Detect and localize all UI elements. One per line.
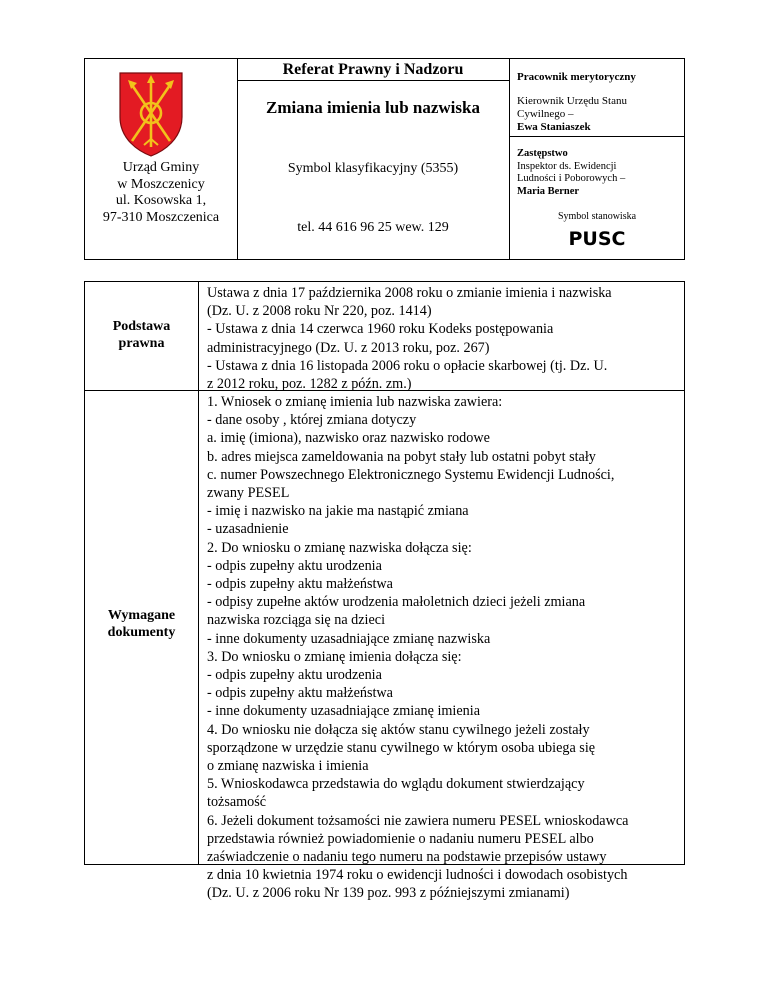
procedure-table <box>84 281 685 902</box>
legal-basis-text <box>207 284 679 393</box>
required-documents-label-line: Wymagane <box>107 608 176 623</box>
deputy-role: Inspektor ds. Ewidencji <box>517 160 617 172</box>
text-line: zwany PESEL <box>207 485 290 502</box>
office-address-line: 97-310 Moszczenica <box>102 209 220 225</box>
text-line: 1. Wniosek o zmianę imienia lub nazwiska zawiera: <box>207 394 503 410</box>
phone-number: tel. 44 616 96 25 wew. 129 <box>297 220 449 235</box>
text-line: b. adres miejsca zameldowania na pobyt stały lub ostatni pobyt stały <box>207 448 596 465</box>
text-line: z dnia 10 kwietnia 1974 roku o ewidencji ludności i dowodach osobistych <box>207 867 628 884</box>
text-line: 2. Do wniosku o zmianę nazwiska dołącza się: <box>207 539 472 556</box>
deputy-heading: Zastępstwo <box>517 148 568 159</box>
office-address-line: w Moszczenicy <box>117 176 205 192</box>
text-line: - inne dokumenty uzasadniające zmianę nazwiska <box>207 630 491 647</box>
header-table <box>84 58 685 260</box>
text-line: Ustawa z dnia 17 października 2008 roku o zmianie imienia i nazwiska <box>207 285 612 301</box>
legal-basis-label-line: Podstawa <box>112 319 171 334</box>
deputy-block <box>517 148 682 198</box>
text-line: o zmianę nazwiska i imienia <box>207 758 369 775</box>
required-documents-label <box>85 607 198 641</box>
text-line: z 2012 roku, poz. 1282 z późn. zm.) <box>207 376 412 393</box>
text-line: - Ustawa z dnia 14 czerwca 1960 roku Kodeks postępowania <box>207 321 554 338</box>
text-line: tożsamość <box>207 794 267 811</box>
text-line: administracyjnego (Dz. U. z 2013 roku, poz. 267) <box>207 339 490 356</box>
department-title: Referat Prawny i Nadzoru <box>282 61 464 78</box>
text-line: - odpisy zupełne aktów urodzenia małoletnich dzieci jeżeli zmiana <box>207 594 586 611</box>
coat-of-arms-logo <box>118 71 184 157</box>
header-divider <box>237 80 509 81</box>
text-line: a. imię (imiona), nazwisko oraz nazwisko rodowe <box>207 430 490 447</box>
text-line: zaświadczenie o nadaniu tego numeru na podstawie przepisów ustawy <box>207 849 607 866</box>
table-divider <box>198 282 199 864</box>
text-line: nazwiska rozciąga się na dzieci <box>207 612 386 629</box>
manager-name: Ewa Staniaszek <box>517 121 591 133</box>
text-line: (Dz. U. z 2008 roku Nr 220, poz. 1414) <box>207 303 432 320</box>
text-line: - dane osoby , której zmiana dotyczy <box>207 412 417 429</box>
text-line: c. numer Powszechnego Elektronicznego Systemu Ewidencji Ludności, <box>207 466 615 483</box>
text-line: przedstawia również powiadomienie o nadaniu numeru PESEL albo <box>207 830 594 847</box>
procedure-title: Zmiana imienia lub nazwiska <box>266 98 480 117</box>
text-line: 4. Do wniosku nie dołącza się aktów stanu cywilnego jeżeli zostały <box>207 721 590 738</box>
text-line: - Ustawa z dnia 16 listopada 2006 roku o opłacie skarbowej (tj. Dz. U. <box>207 357 608 374</box>
position-symbol-label: Symbol stanowiska <box>557 211 637 222</box>
required-documents-text <box>207 393 680 903</box>
legal-basis-label-line: prawna <box>118 336 165 351</box>
office-address <box>85 160 237 226</box>
deputy-name: Maria Berner <box>517 185 580 197</box>
deputy-role: Ludności i Poborowych – <box>517 173 626 184</box>
text-line: - uzasadnienie <box>207 521 289 538</box>
manager-block <box>517 95 682 134</box>
text-line: 3. Do wniosku o zmianę imienia dołącza się: <box>207 648 462 665</box>
office-address-line: ul. Kosowska 1, <box>115 193 207 208</box>
text-line: - inne dokumenty uzasadniające zmianę imienia <box>207 703 480 720</box>
text-line: 6. Jeżeli dokument tożsamości nie zawiera numeru PESEL wnioskodawca <box>207 812 629 829</box>
header-divider <box>509 136 685 137</box>
text-line: sporządzone w urzędzie stanu cywilnego w którym osoba ubiega się <box>207 739 596 756</box>
manager-role: Cywilnego – <box>517 108 574 120</box>
staff-heading: Pracownik merytoryczny <box>517 71 636 83</box>
text-line: 5. Wnioskodawca przedstawia do wglądu dokument stwierdzający <box>207 776 585 793</box>
classification-symbol: Symbol klasyfikacyjny (5355) <box>287 161 459 176</box>
text-line: - odpis zupełny aktu małżeństwa <box>207 576 393 593</box>
office-address-line: Urząd Gminy <box>122 160 200 175</box>
position-symbol: PUSC <box>568 228 626 250</box>
text-line: - imię i nazwisko na jakie ma nastąpić zmiana <box>207 503 469 520</box>
legal-basis-label <box>85 318 198 352</box>
manager-role: Kierownik Urzędu Stanu <box>517 95 627 107</box>
text-line: - odpis zupełny aktu urodzenia <box>207 667 382 684</box>
required-documents-label-line: dokumenty <box>107 625 176 640</box>
text-line: - odpis zupełny aktu urodzenia <box>207 557 382 574</box>
text-line: - odpis zupełny aktu małżeństwa <box>207 685 393 702</box>
text-line: (Dz. U. z 2006 roku Nr 139 poz. 993 z późniejszymi zmianami) <box>207 885 570 902</box>
